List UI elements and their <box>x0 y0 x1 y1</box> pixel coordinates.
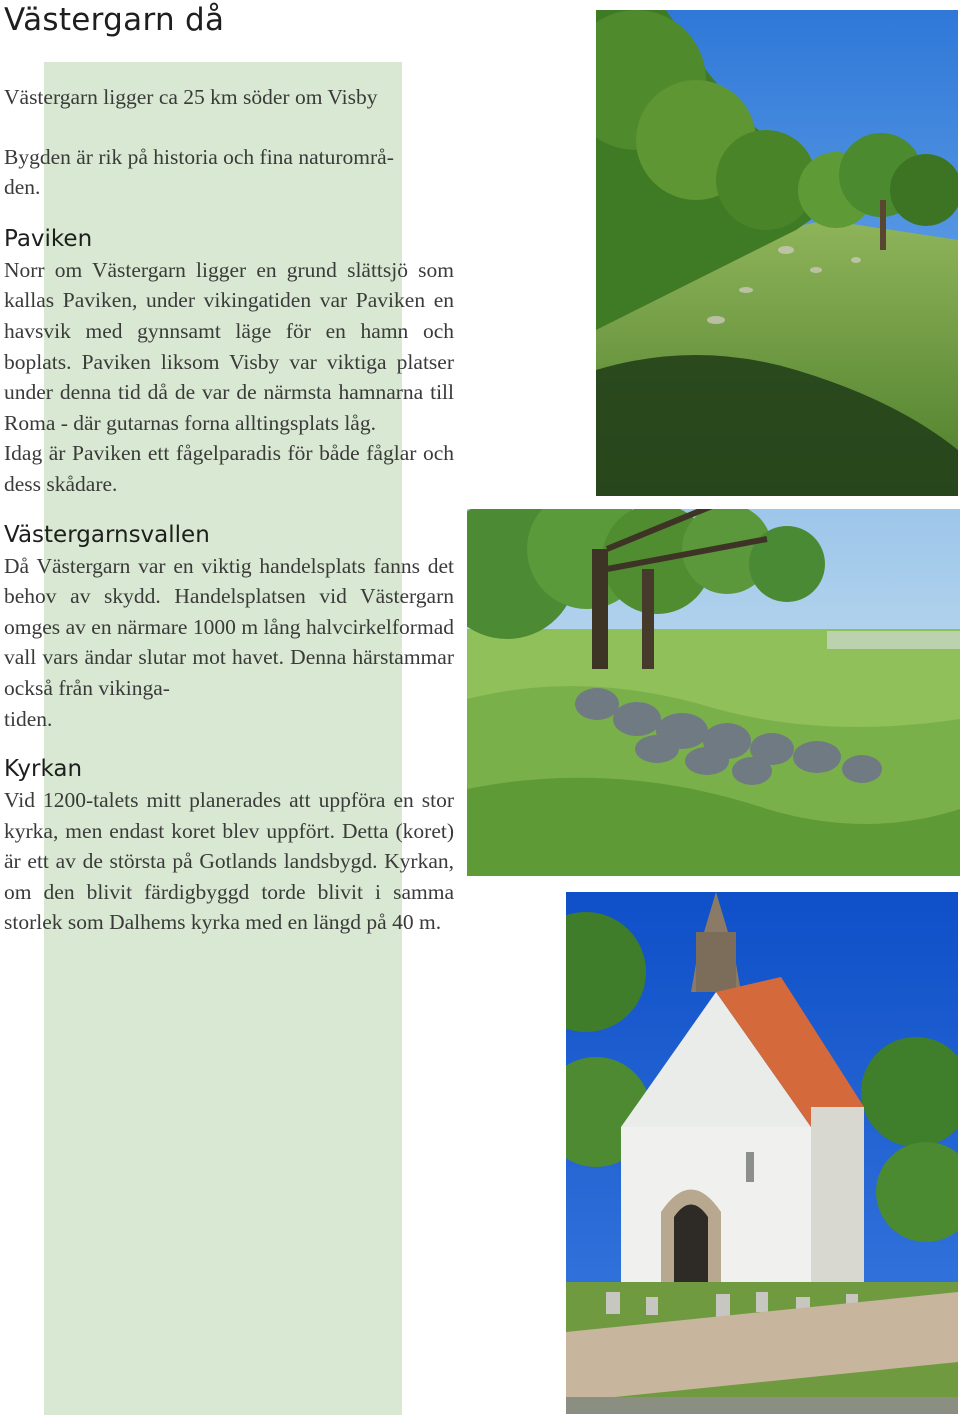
photo-stone-wall-meadow <box>467 509 960 876</box>
section-heading-vastergarnsvallen: Västergarnsvallen <box>4 521 210 548</box>
photo-grassy-rampart <box>596 10 958 496</box>
intro-paragraph-history: Bygden är rik på historia och fina naturområ- den. <box>4 144 394 200</box>
section-body-vastergarnsvallen: Då Västergarn var en viktig handelsplats fanns det behov av skydd. Handelsplatsen vid Västergarn omges av en närmare 1000 m lång halvcirkelformad vall vars ändar slutar mot havet. Denna härstammar också från vikinga- tiden. <box>4 553 454 731</box>
intro-paragraph-location: Västergarn ligger ca 25 km söder om Visby <box>4 85 378 109</box>
section-heading-paviken: Paviken <box>4 225 93 252</box>
section-heading-kyrkan: Kyrkan <box>4 756 83 783</box>
photo-church <box>566 892 958 1414</box>
article-text <box>4 82 454 938</box>
page-title: Västergarn då <box>4 2 225 38</box>
section-body-paviken: Norr om Västergarn ligger en grund slättsjö som kallas Paviken, under vikingatiden var Paviken en havsvik med gynnsamt läge för en hamn och boplats. Paviken liksom Visby var viktiga platser under denna tid då de var de närmsta hamnarna till Roma - där gutarnas forna alltingsplats låg. Idag är Paviken ett fågelparadis för både fåglar och dess skådare. <box>4 257 454 496</box>
section-body-kyrkan: Vid 1200-talets mitt planerades att uppföra en stor kyrka, men endast koret blev uppfört. Detta (koret) är ett av de största på Gotlands landsbygd. Kyrkan, om den blivit färdigbyggd torde blivit i samma storlek som Dalhems kyrka med en längd på 40 m. <box>4 788 454 935</box>
